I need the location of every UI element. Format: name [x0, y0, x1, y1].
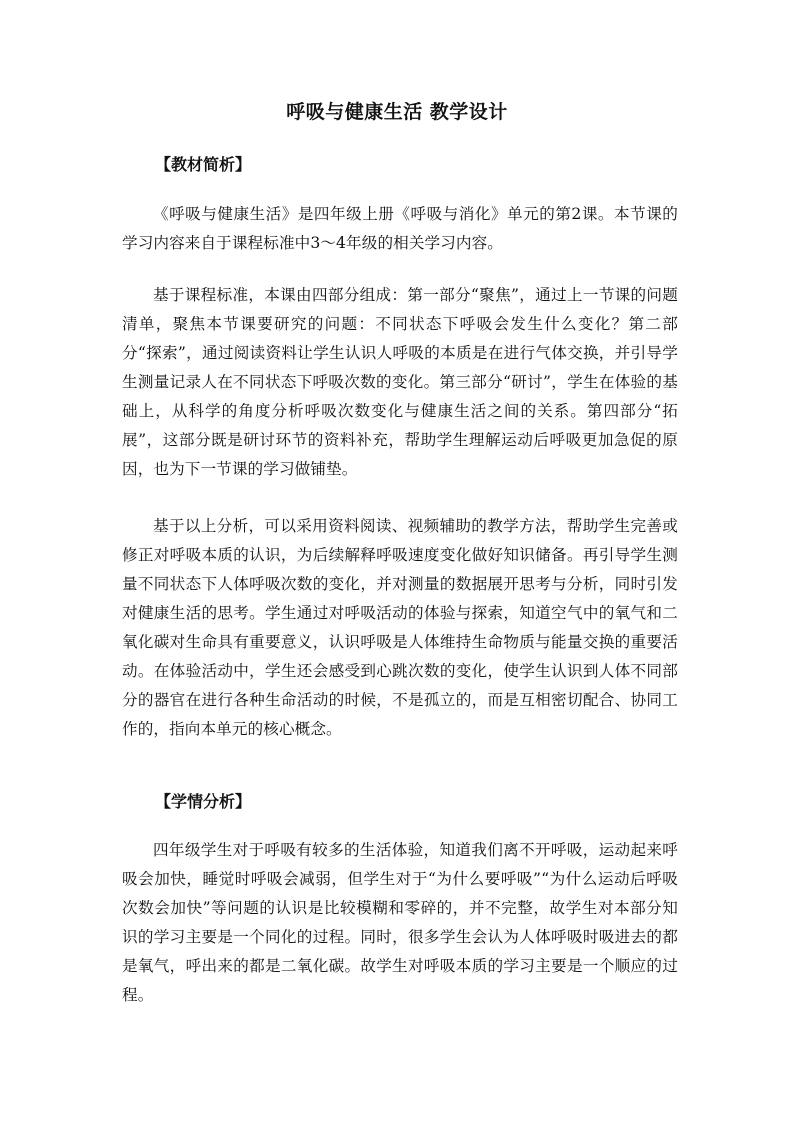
- document-title: 呼吸与健康生活 教学设计: [286, 101, 508, 123]
- paragraph-textbook-2: 基于课程标准，本课由四部分组成：第一部分“聚焦”，通过上一节课的问题清单，聚焦本节课要研究的问题：不同状态下呼吸会发生什么变化？第二部分“探索”，通过阅读资料让学生认识人呼吸的本质是在进行气体交换，并引导学生测量记录人在不同状态下呼吸次数的变化。第三部分“研讨”，学生在体验的基础上，从科学的角度分析呼吸次数变化与健康生活之间的关系。第四部分“拓展”，这部分既是研讨环节的资料补充，帮助学生理解运动后呼吸更加急促的原因，也为下一节课的学习做铺垫。: [122, 286, 678, 478]
- section-heading-student-analysis: 【学情分析】: [155, 792, 252, 811]
- paragraph-textbook-1: 《呼吸与健康生活》是四年级上册《呼吸与消化》单元的第2课。本节课的学习内容来自于课程标准中3～4年级的相关学习内容。: [122, 205, 678, 252]
- section-heading-textbook-analysis: 【教材简析】: [155, 155, 252, 174]
- paragraph-textbook-3: 基于以上分析，可以采用资料阅读、视频辅助的教学方法，帮助学生完善或修正对呼吸本质的认识，为后续解释呼吸速度变化做好知识储备。再引导学生测量不同状态下人体呼吸次数的变化，并对测量的数据展开思考与分析，同时引发对健康生活的思考。学生通过对呼吸活动的体验与探索，知道空气中的氧气和二氧化碳对生命具有重要意义，认识呼吸是人体维持生命物质与能量交换的重要活动。在体验活动中，学生还会感受到心跳次数的变化，使学生认识到人体不同部分的器官在进行各种生命活动的时候，不是孤立的，而是互相密切配合、协同工作的，指向本单元的核心概念。: [122, 517, 678, 738]
- paragraph-student-1: 四年级学生对于呼吸有较多的生活体验，知道我们离不开呼吸，运动起来呼吸会加快，睡觉时呼吸会减弱，但学生对于“为什么要呼吸”“为什么运动后呼吸次数会加快”等问题的认识是比较模糊和零碎的，并不完整，故学生对本部分知识的学习主要是一个同化的过程。同时，很多学生会认为人体呼吸时吸进去的都是氧气，呼出来的都是二氧化碳。故学生对呼吸本质的学习主要是一个顺应的过程。: [122, 841, 678, 1004]
